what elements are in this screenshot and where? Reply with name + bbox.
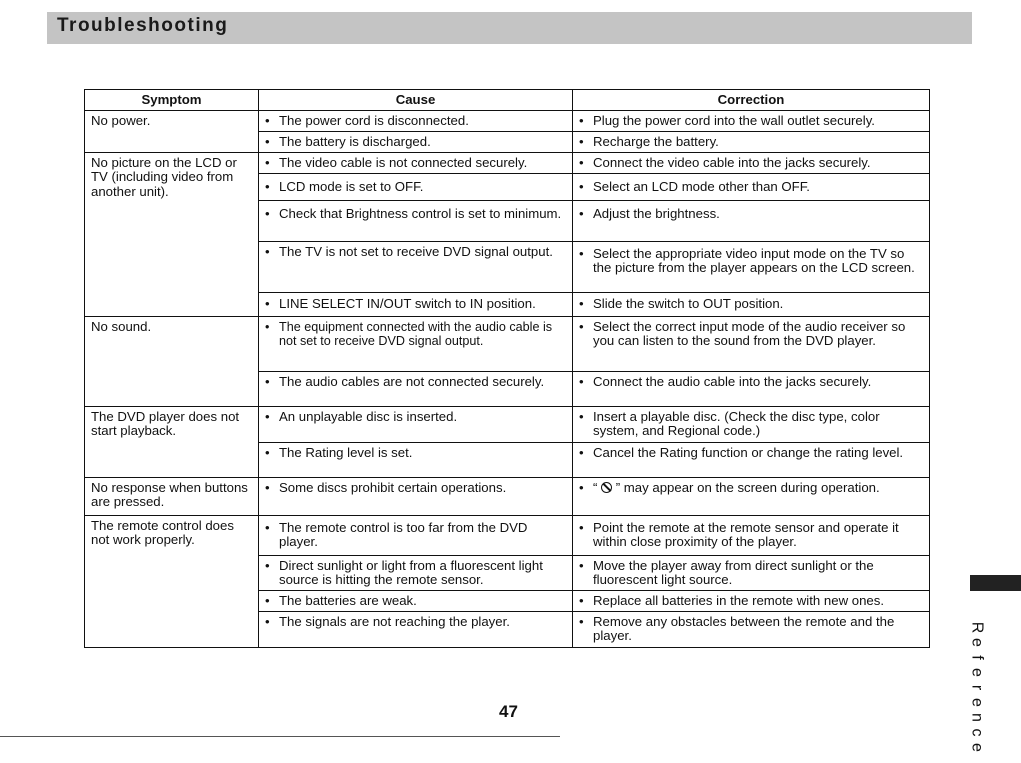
correction-cell: • “ ” may appear on the screen during operation. <box>573 477 930 515</box>
correction-cell: • Point the remote at the remote sensor and operate it within close proximity of the player. <box>573 515 930 555</box>
troubleshooting-table <box>84 89 930 648</box>
correction-cell: • Replace all batteries in the remote with new ones. <box>573 590 930 611</box>
correction-cell: • Cancel the Rating function or change the rating level. <box>573 442 930 477</box>
correction-cell: • Connect the video cable into the jacks securely. <box>573 152 930 173</box>
cause-cell: • The battery is discharged. <box>259 131 573 152</box>
cause-cell: • The TV is not set to receive DVD signal output. <box>259 241 573 292</box>
section-header-bar <box>47 12 972 44</box>
symptom-cell: The remote control does not work properly. <box>85 515 259 647</box>
symptom-cell: No picture on the LCD or TV (including video from another unit). <box>85 152 259 316</box>
cause-cell: • Direct sunlight or light from a fluorescent light source is hitting the remote sensor. <box>259 555 573 590</box>
cause-cell: • The batteries are weak. <box>259 590 573 611</box>
table-row <box>85 110 930 131</box>
cause-cell: • The remote control is too far from the DVD player. <box>259 515 573 555</box>
correction-header: Correction <box>573 90 930 111</box>
cause-cell: • An unplayable disc is inserted. <box>259 406 573 442</box>
correction-cell: • Recharge the battery. <box>573 131 930 152</box>
cause-cell: • The audio cables are not connected securely. <box>259 371 573 406</box>
symptom-cell: No sound. <box>85 316 259 406</box>
table-row <box>85 477 930 515</box>
symptom-header: Symptom <box>85 90 259 111</box>
cause-cell: • The video cable is not connected securely. <box>259 152 573 173</box>
symptom-cell: The DVD player does not start playback. <box>85 406 259 477</box>
cause-cell: • The Rating level is set. <box>259 442 573 477</box>
symptom-cell: No response when buttons are pressed. <box>85 477 259 515</box>
table-row <box>85 515 930 555</box>
table-header-row <box>85 90 930 111</box>
cause-cell: • The signals are not reaching the player. <box>259 611 573 647</box>
correction-cell: • Move the player away from direct sunlight or the fluorescent light source. <box>573 555 930 590</box>
table-row <box>85 316 930 371</box>
side-tab-marker <box>970 575 1021 591</box>
cause-cell: • Some discs prohibit certain operations. <box>259 477 573 515</box>
side-tab-label: R e f e r e n c e <box>968 621 986 752</box>
correction-cell: • Insert a playable disc. (Check the disc type, color system, and Regional code.) <box>573 406 930 442</box>
prohibited-icon <box>601 482 612 493</box>
correction-cell: • Select the appropriate video input mode on the TV so the picture from the player appears on the LCD screen. <box>573 241 930 292</box>
cause-cell: • LINE SELECT IN/OUT switch to IN position. <box>259 292 573 316</box>
bottom-rule <box>0 736 560 737</box>
correction-cell: • Plug the power cord into the wall outlet securely. <box>573 110 930 131</box>
cause-cell: • LCD mode is set to OFF. <box>259 173 573 200</box>
correction-cell: • Slide the switch to OUT position. <box>573 292 930 316</box>
cause-cell: • The equipment connected with the audio cable is not set to receive DVD signal output. <box>259 316 573 371</box>
page-number: 47 <box>499 702 518 721</box>
cause-header: Cause <box>259 90 573 111</box>
cause-cell: • Check that Brightness control is set to minimum. <box>259 200 573 241</box>
table-row <box>85 406 930 442</box>
correction-cell: • Select the correct input mode of the audio receiver so you can listen to the sound from the DVD player. <box>573 316 930 371</box>
correction-cell: • Remove any obstacles between the remote and the player. <box>573 611 930 647</box>
page-title: Troubleshooting <box>57 15 229 36</box>
correction-cell: • Select an LCD mode other than OFF. <box>573 173 930 200</box>
table-row <box>85 152 930 173</box>
correction-cell: • Connect the audio cable into the jacks securely. <box>573 371 930 406</box>
correction-cell: • Adjust the brightness. <box>573 200 930 241</box>
cause-cell: • The power cord is disconnected. <box>259 110 573 131</box>
symptom-cell: No power. <box>85 110 259 152</box>
